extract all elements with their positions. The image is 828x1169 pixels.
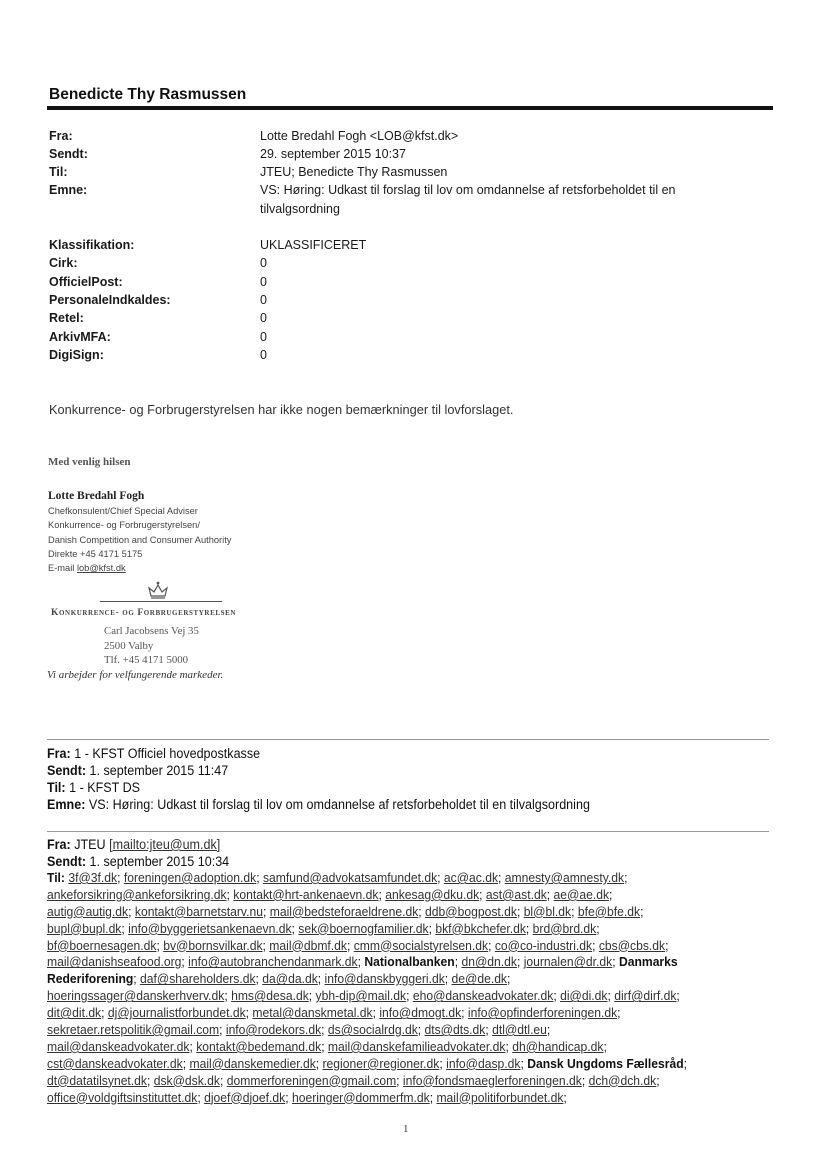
agency-name: Konkurrence- og Forbrugerstyrelsen: [51, 608, 237, 618]
recipient-line: [47, 1073, 746, 1090]
field-value: 29. september 2015 10:37: [260, 147, 406, 161]
separator: ;: [505, 1038, 513, 1054]
greeting: Med venlig hilsen: [48, 456, 131, 468]
separator: ;: [612, 954, 619, 970]
separator: ;: [181, 954, 189, 970]
fwd-label: Til:: [47, 780, 66, 795]
meta-value: 0: [260, 330, 267, 344]
separator: ;: [156, 937, 164, 953]
separator: ;: [665, 937, 669, 953]
recipient-email-link[interactable]: ac@ac.dk: [443, 870, 499, 885]
recipient-email-link[interactable]: dsk@dsk.dk: [153, 1072, 221, 1088]
fwd-label: Fra:: [47, 837, 71, 852]
field-label: Sendt:: [49, 147, 88, 161]
recipient-email-link[interactable]: bl@bl.dk: [523, 903, 572, 919]
recipient-email-link[interactable]: kontakt@barnetstarv.nu: [134, 903, 263, 919]
fwd-value: 1. september 2015 10:34: [89, 854, 230, 869]
agency-phone: Tlf. +45 4171 5000: [104, 654, 189, 666]
separator: ;: [321, 1022, 328, 1038]
separator: ;: [581, 1072, 589, 1088]
recipient-email-link[interactable]: dt@datatilsynet.dk: [47, 1072, 147, 1088]
recipient-email-link[interactable]: mail@politiforbundet.dk: [436, 1089, 564, 1105]
recipient-email-link[interactable]: dirf@dirf.dk: [614, 988, 677, 1004]
separator: ;: [197, 1089, 205, 1105]
fwd1-to: [47, 779, 140, 796]
recipient-email-link[interactable]: mail@danskefamilieadvokater.dk: [327, 1038, 506, 1054]
recipient-email-link[interactable]: bv@bornsvilkar.dk: [163, 937, 263, 953]
meta-label: Klassifikation:: [49, 238, 135, 252]
separator: ;: [520, 1055, 528, 1071]
separator: ;: [182, 1055, 190, 1071]
recipient-line: [47, 971, 746, 988]
separator: ;: [488, 937, 495, 953]
separator: ;: [485, 1022, 493, 1038]
recipient-email-link[interactable]: co@co-industri.dk: [494, 937, 593, 953]
fwd-value: JTEU: [74, 837, 106, 852]
message-body: Konkurrence- og Forbrugerstyrelsen har ikke nogen bemærkninger til lovforslaget.: [49, 402, 514, 417]
recipient-email-link[interactable]: info@dmogt.dk: [379, 1005, 462, 1021]
separator: ;: [428, 920, 436, 936]
recipient-org: Danmarks: [618, 954, 678, 970]
separator: ;: [454, 954, 462, 970]
recipient-line: [47, 887, 746, 904]
signature-email-line: [48, 563, 126, 573]
recipient-email-link[interactable]: bfe@bfe.dk: [577, 903, 641, 919]
separator: ;: [255, 971, 263, 987]
recipient-email-link[interactable]: hoeringer@dommerfm.dk: [291, 1089, 430, 1105]
meta-value: 0: [260, 311, 267, 325]
recipient-org: Rederiforening: [47, 971, 134, 987]
recipient-email-link[interactable]: info@opfinderforeningen.dk: [467, 1005, 618, 1021]
separator: ;: [437, 870, 444, 885]
recipient-email-link[interactable]: sek@boernogfamilier.dk: [298, 920, 429, 936]
recipient-email-link[interactable]: kontakt@bedemand.dk: [196, 1038, 322, 1054]
meta-value: 0: [260, 293, 267, 307]
fwd-value: 1 - KFST Officiel hovedpostkasse: [74, 746, 261, 761]
separator: ;: [101, 1005, 108, 1021]
recipient-email-link[interactable]: eho@danskeadvokater.dk: [412, 988, 554, 1004]
recipient-line: [47, 1022, 746, 1039]
recipient-email-link[interactable]: dommerforeningen@gmail.com: [226, 1072, 397, 1088]
separator: ;: [546, 886, 554, 902]
recipient-email-link[interactable]: cmm@socialstyrelsen.dk: [353, 937, 489, 953]
signature-org-en: Danish Competition and Consumer Authority: [48, 535, 232, 545]
recipient-email-link[interactable]: info@autobranchendanmark.dk: [188, 954, 358, 970]
separator: ;: [224, 988, 232, 1004]
fwd-label: Fra:: [47, 746, 71, 761]
signature-org-da: Konkurrence- og Forbrugerstyrelsen/: [48, 520, 200, 530]
separator: ;: [133, 971, 141, 987]
recipient-email-link[interactable]: mail@danskeadvokater.dk: [47, 1038, 190, 1054]
recipient-org: Nationalbanken: [364, 954, 455, 970]
recipient-line: [47, 1056, 746, 1073]
recipient-email-link[interactable]: bupl@bupl.dk: [47, 920, 122, 936]
recipient-email-link[interactable]: dj@journalistforbundet.dk: [107, 1005, 246, 1021]
separator: ;: [656, 1072, 660, 1088]
separator: ;: [607, 988, 615, 1004]
agency-motto: Vi arbejder for velfungerende markeder.: [47, 669, 224, 681]
recipient-email-link[interactable]: info@fondsmaeglerforeningen.dk: [402, 1072, 582, 1088]
fwd-value: 1 - KFST DS: [69, 780, 141, 795]
separator: ;: [285, 1089, 292, 1105]
recipient-email-link[interactable]: ds@socialrdg.dk: [327, 1022, 418, 1038]
meta-label: PersonaleIndkaldes:: [49, 293, 171, 307]
meta-label: OfficielPost:: [49, 275, 123, 289]
fwd2-from: [47, 836, 220, 853]
recipient-email-link[interactable]: mail@bedsteforaeldrene.dk: [269, 903, 419, 919]
recipient-email-link[interactable]: sekretaer.retspolitik@gmail.com: [47, 1022, 220, 1038]
recipient-email-link[interactable]: bf@boernesagen.dk: [47, 937, 157, 953]
recipient-email-link[interactable]: dh@handicap.dk: [512, 1038, 604, 1054]
recipient-email-link[interactable]: office@voldgiftsinstituttet.dk: [47, 1089, 198, 1105]
separator: ;: [640, 903, 644, 919]
recipient-email-link[interactable]: amnesty@amnesty.dk: [504, 870, 625, 885]
mailto-link[interactable]: [mailto:jteu@um.dk]: [109, 837, 221, 852]
separator-rule: [47, 831, 769, 832]
separator: ;: [220, 1072, 227, 1088]
fwd-label: Emne:: [47, 797, 86, 812]
agency-address-city: 2500 Valby: [104, 640, 154, 652]
recipient-line: [47, 1005, 746, 1022]
meta-value: 0: [260, 348, 267, 362]
recipient-email-link[interactable]: de@de.dk: [451, 971, 508, 987]
separator: ;: [372, 1005, 380, 1021]
recipient-email-link[interactable]: dtl@dtl.eu: [492, 1022, 547, 1038]
separator: ;: [357, 954, 365, 970]
recipient-email-link[interactable]: di@di.dk: [560, 988, 608, 1004]
separator: ;: [439, 1055, 447, 1071]
field-value: tilvalgsordning: [260, 202, 340, 216]
recipient-email-link[interactable]: samfund@advokatsamfundet.dk: [262, 870, 438, 885]
separator: ;: [321, 1038, 328, 1054]
crown-icon: [143, 580, 173, 602]
recipient-email-link[interactable]: foreningen@adoption.dk: [123, 870, 257, 885]
signature-email-link[interactable]: lob@kfst.dk: [76, 563, 126, 573]
separator: ;: [378, 886, 386, 902]
fwd-value: 1. september 2015 11:47: [89, 763, 229, 778]
separator: ;: [189, 1038, 197, 1054]
separator: ;: [624, 870, 628, 885]
separator: ;: [596, 920, 600, 936]
recipient-email-link[interactable]: ddb@bogpost.dk: [425, 903, 517, 919]
agency-address-street: Carl Jacobsens Vej 35: [104, 625, 199, 637]
recipient-email-link[interactable]: autig@autig.dk: [47, 903, 129, 919]
recipient-email-link[interactable]: info@dasp.dk: [446, 1055, 521, 1071]
recipient-email-link[interactable]: daf@shareholders.dk: [140, 971, 256, 987]
recipient-line: [47, 1090, 746, 1107]
separator: ;: [525, 920, 533, 936]
separator: ;: [676, 988, 680, 1004]
recipient-email-link[interactable]: da@da.dk: [262, 971, 318, 987]
separator: ;: [308, 988, 316, 1004]
fwd-label: Sendt:: [47, 763, 87, 778]
separator: ;: [609, 886, 613, 902]
separator: ;: [146, 1072, 154, 1088]
recipient-email-link[interactable]: hms@desa.dk: [231, 988, 309, 1004]
separator: ;: [256, 870, 263, 885]
recipient-line: [47, 904, 746, 921]
fwd2-sent: [47, 853, 229, 870]
fwd1-sent: [47, 762, 228, 779]
recipient-line: [47, 988, 746, 1005]
fwd1-subject: [47, 796, 590, 813]
meta-label: Cirk:: [49, 256, 78, 270]
separator: ;: [417, 1022, 425, 1038]
separator: ;: [516, 903, 524, 919]
meta-value: 0: [260, 275, 267, 289]
field-value: JTEU; Benedicte Thy Rasmussen: [260, 165, 448, 179]
recipient-email-link[interactable]: mail@danishseafood.org: [47, 954, 182, 970]
separator: ;: [553, 988, 561, 1004]
field-label: Emne:: [49, 183, 88, 197]
signature-name: Lotte Bredahl Fogh: [48, 490, 145, 502]
separator: ;: [121, 920, 129, 936]
field-label: Til:: [49, 165, 68, 179]
recipient-email-link[interactable]: journalen@dr.dk: [523, 954, 613, 970]
separator: ;: [617, 1005, 621, 1021]
separator: ;: [128, 903, 135, 919]
logo-rule: [100, 601, 222, 602]
recipient-email-link[interactable]: dts@dts.dk: [424, 1022, 486, 1038]
recipient-email-link[interactable]: mail@danskemedier.dk: [189, 1055, 316, 1071]
recipient-email-link[interactable]: kontakt@hrt-ankenaevn.dk: [233, 886, 379, 902]
sender-name: Benedicte Thy Rasmussen: [49, 86, 247, 103]
recipient-list: [47, 870, 807, 1106]
recipient-email-link[interactable]: hoeringssager@danskerhverv.dk: [47, 988, 225, 1004]
recipient-email-link[interactable]: info@byggerietsankenaevn.dk: [128, 920, 292, 936]
separator: ;: [546, 1022, 551, 1038]
recipient-email-link[interactable]: 3f@3f.dk: [68, 870, 118, 885]
recipient-email-link[interactable]: ybh-dip@mail.dk: [315, 988, 407, 1004]
recipient-email-link[interactable]: regioner@regioner.dk: [322, 1055, 440, 1071]
separator: ;: [563, 1089, 567, 1105]
recipient-email-link[interactable]: dch@dch.dk: [588, 1072, 657, 1088]
fwd-value: VS: Høring: Udkast til forslag til lov om omdannelse af retsforbeholdet til en tilvalgsordning: [88, 797, 590, 812]
recipient-email-link[interactable]: info@danskbyggeri.dk: [324, 971, 445, 987]
separator: ;: [683, 1055, 688, 1071]
separator: ;: [498, 870, 505, 885]
recipient-org: Dansk Ungdoms Fællesråd: [527, 1055, 684, 1071]
separator: ;: [262, 903, 270, 919]
separator: ;: [396, 1072, 403, 1088]
signature-title: Chefkonsulent/Chief Special Adviser: [48, 506, 198, 516]
signature-direct-phone: Direkte +45 4171 5175: [48, 549, 143, 559]
separator: ;: [346, 937, 354, 953]
meta-value: 0: [260, 256, 267, 270]
recipient-email-link[interactable]: ae@ae.dk: [553, 886, 610, 902]
separator: ;: [291, 920, 299, 936]
field-value: Lotte Bredahl Fogh <LOB@kfst.dk>: [260, 129, 459, 143]
recipient-email-link[interactable]: djoef@djoef.dk: [204, 1089, 286, 1105]
recipient-email-link[interactable]: ankesag@dku.dk: [385, 886, 480, 902]
recipient-email-link[interactable]: metal@danskmetal.dk: [252, 1005, 373, 1021]
recipient-email-link[interactable]: cst@danskeadvokater.dk: [47, 1055, 183, 1071]
recipient-email-link[interactable]: brd@brd.dk: [532, 920, 597, 936]
recipient-line: [47, 870, 746, 887]
separator: ;: [429, 1089, 437, 1105]
recipient-email-link[interactable]: ast@ast.dk: [485, 886, 547, 902]
separator: ;: [317, 971, 325, 987]
separator: ;: [479, 886, 486, 902]
separator: ;: [262, 937, 270, 953]
separator: ;: [603, 1038, 607, 1054]
recipient-email-link[interactable]: cbs@cbs.dk: [598, 937, 666, 953]
recipient-line: [47, 921, 746, 938]
separator: ;: [516, 954, 524, 970]
header-rule: [47, 106, 773, 110]
recipient-email-link[interactable]: bkf@bkchefer.dk: [435, 920, 526, 936]
separator: ;: [461, 1005, 468, 1021]
recipient-email-link[interactable]: ankeforsikring@ankeforsikring.dk: [47, 886, 227, 902]
meta-value: UKLASSIFICERET: [260, 238, 367, 252]
recipient-line: [47, 1039, 746, 1056]
recipient-email-link[interactable]: dit@dit.dk: [47, 1005, 102, 1021]
page-number: 1: [403, 1123, 409, 1135]
email-prefix: E-mail: [48, 563, 77, 573]
fwd-label: Sendt:: [47, 854, 87, 869]
separator-rule: [47, 739, 769, 740]
separator: ;: [418, 903, 426, 919]
separator: ;: [245, 1005, 253, 1021]
recipient-email-link[interactable]: mail@dbmf.dk: [269, 937, 347, 953]
meta-label: ArkivMFA:: [49, 330, 111, 344]
meta-label: DigiSign:: [49, 348, 104, 362]
separator: ;: [592, 937, 599, 953]
recipient-line: [47, 954, 746, 971]
field-value: VS: Høring: Udkast til forslag til lov om omdannelse af retsforbeholdet til en: [260, 183, 676, 197]
separator: ;: [315, 1055, 323, 1071]
separator: ;: [571, 903, 578, 919]
recipient-email-link[interactable]: info@rodekors.dk: [225, 1022, 322, 1038]
field-label: Fra:: [49, 129, 73, 143]
separator: ;: [507, 971, 511, 987]
recipient-line: [47, 938, 746, 955]
meta-label: Retel:: [49, 311, 84, 325]
recipient-email-link[interactable]: dn@dn.dk: [461, 954, 517, 970]
separator: ;: [406, 988, 413, 1004]
separator: ;: [226, 886, 234, 902]
to-label: Til:: [47, 870, 69, 885]
separator: ;: [219, 1022, 226, 1038]
separator: ;: [117, 870, 124, 885]
separator: ;: [444, 971, 452, 987]
fwd1-from: [47, 745, 260, 762]
